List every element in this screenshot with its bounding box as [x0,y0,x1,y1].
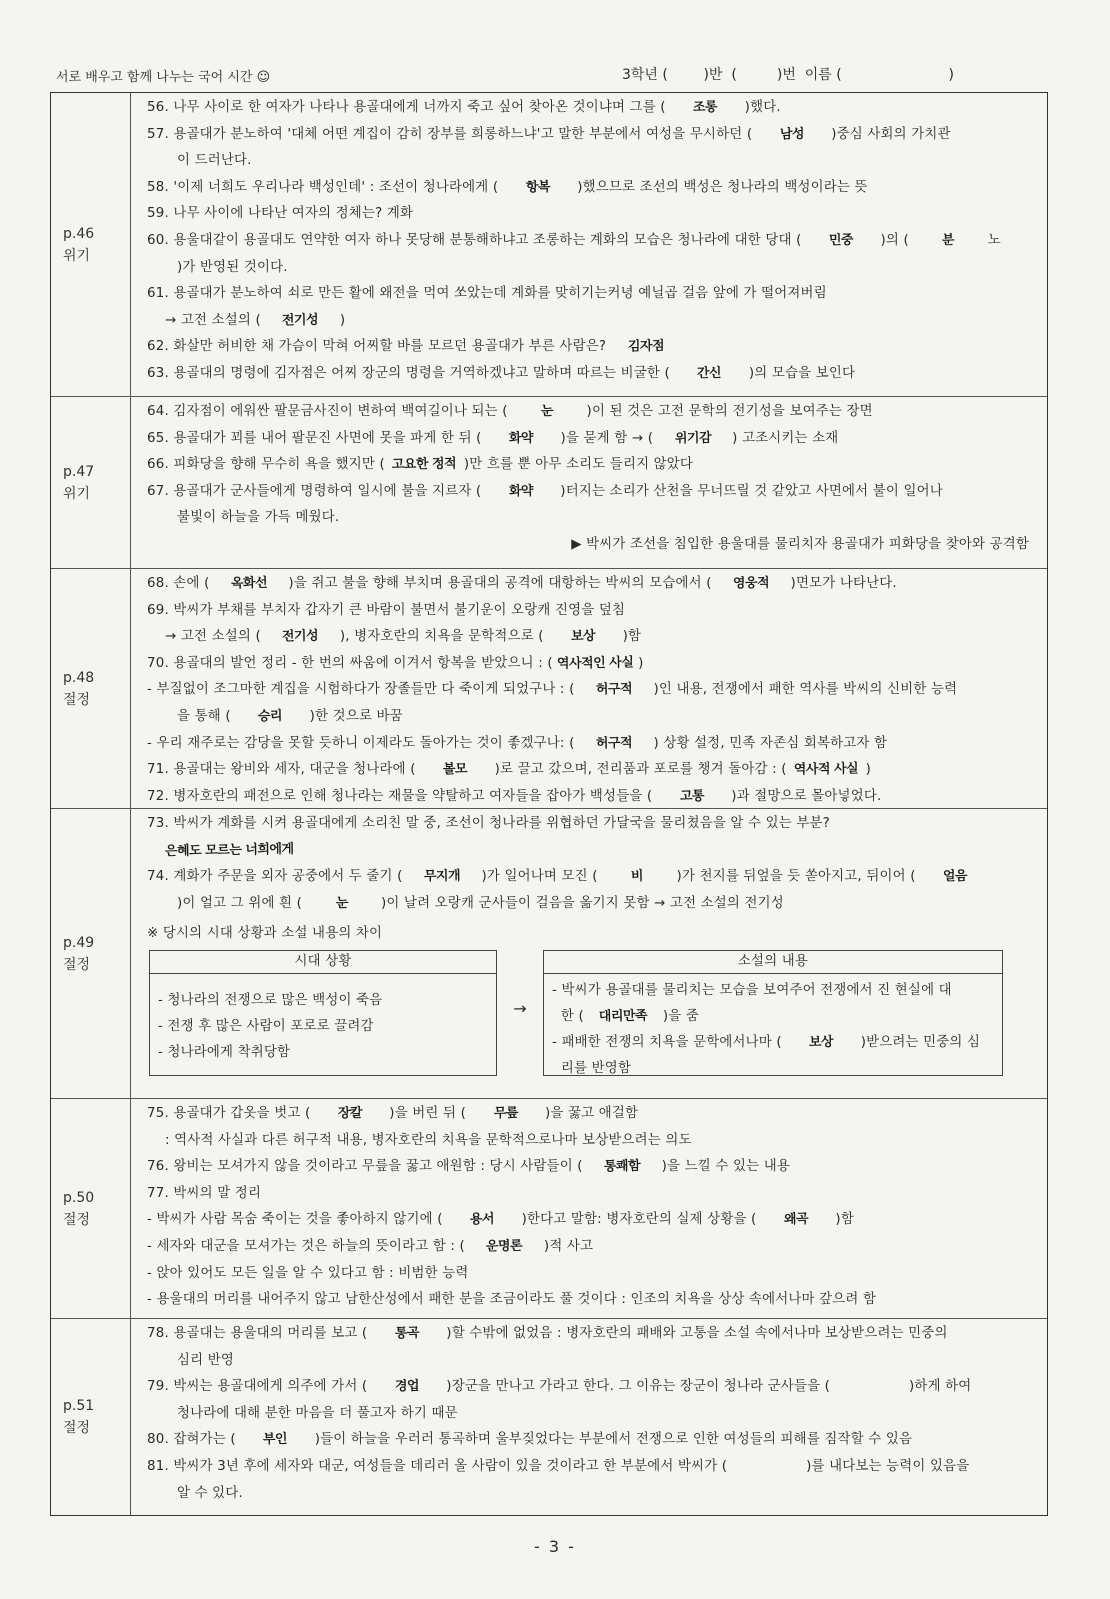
section-label-text: 위기 [63,485,91,502]
handwritten-answer: 남성 [779,126,804,142]
question-text: 알 수 있다. [177,1485,243,1501]
question-line [147,148,1037,175]
question-line [147,361,1037,388]
handwritten-answer: 보상 [809,1034,834,1051]
question-line [147,1128,1037,1155]
handwritten-answer: 경업 [394,1378,420,1395]
question-line [147,1234,1037,1261]
header-title: 서로 배우고 함께 나누는 국어 시간 ☺ [56,70,271,85]
handwritten-answer: 보상 [570,628,596,645]
question-text: )만 흐를 뿐 아무 소리도 들리지 않았다 [459,457,694,473]
question-text: 63. 용골대의 명령에 김자점은 어찌 장군의 명령을 거역하겠냐고 말하며 따르는 비굴한 ( [147,365,675,381]
question-line [147,1261,1037,1288]
section-label-text: p.47 [63,463,95,480]
section-content [131,93,1047,396]
handwritten-answer: 역사적 사실 [793,761,859,778]
question-text: )하게 하여 [904,1379,972,1395]
handwritten-answer: 분 [942,232,955,249]
question-text: 62. 화살만 허비한 채 가슴이 막혀 어찌할 바를 모르던 용골대가 부른 사람은? [147,339,611,355]
worksheet-table [50,92,1048,1516]
right-arrow-icon: → [513,998,527,1018]
question-line [147,624,1037,651]
question-text: 61. 용골대가 분노하여 쇠로 만든 활에 왜전을 먹여 쏘았는데 계화를 맞히기는커녕 예닐곱 걸음 앞에 가 떨어져버림 [147,286,827,302]
question-text: 80. 잡혀가는 ( [147,1432,241,1448]
handwritten-answer: 전기성 [282,312,319,329]
question-line [147,1401,1037,1428]
section-label-text: p.46 [63,225,95,242]
page-section [51,397,1047,569]
question-text: )할 수밖에 없었음 : 병자호란의 패배와 고통을 소설 속에서나마 보상받으려는 민중의 [441,1326,948,1341]
question-text: )로 끌고 갔으며, 전리품과 포로를 챙겨 돌아감 : ( [490,762,792,778]
section-label [51,1099,131,1318]
novel-content-line [552,1004,994,1030]
section-label-text: 절정 [63,1211,91,1228]
section-content [131,809,1047,1098]
question-text: - 패배한 전쟁의 치욕을 문학에서나마 ( [552,1034,787,1050]
question-text: - 앉아 있어도 모든 일을 알 수 있다고 함 : 비범한 능력 [147,1265,469,1281]
section-label-text: p.50 [63,1189,95,1206]
handwritten-answer: 통곡 [394,1325,420,1342]
question-text: 66. 피화당을 향해 무수히 욕을 했지만 ( [147,457,390,473]
handwritten-answer: 왜곡 [783,1212,809,1228]
question-line [147,479,1037,506]
page-number: - 3 - [534,1537,576,1556]
question-text: 69. 박씨가 부채를 부치자 갑자기 큰 바람이 불면서 불기운이 오랑캐 진영을 덮침 [147,602,626,618]
question-text: )가 일어나며 모진 ( [477,869,603,885]
question-line [147,704,1037,731]
handwritten-answer: 간신 [697,365,722,382]
question-text: 76. 왕비는 모셔가지 않을 것이라고 무릎을 꿇고 애원함 : 당시 사람들이 ( [147,1159,588,1175]
question-text: ) 상황 설정, 민족 자존심 회복하고자 함 [648,735,888,751]
question-text: )가 천지를 뒤엎을 듯 쏟아지고, 뒤이어 ( [672,869,921,885]
question-text: - 박씨가 사람 목숨 죽이는 것을 좋아하지 않기에 ( [147,1212,448,1228]
question-line [147,784,1037,811]
question-text: : 역사적 사실과 다른 허구적 내용, 병자호란의 치욕을 문학적으로나마 보상받으려는 의도 [165,1132,692,1148]
question-text: 이 드러난다. [177,153,252,169]
section-label-text: 절정 [63,1420,91,1436]
section-content [131,1319,1047,1515]
handwritten-answer: 통쾌함 [603,1158,641,1175]
question-line [147,651,1037,678]
novel-content-line [552,978,994,1004]
question-text: 64. 김자점이 에워싼 팔문금사진이 변하여 백여길이나 되는 ( [147,404,513,419]
handwritten-answer: 허구적 [595,682,633,698]
header [56,64,1056,88]
question-text: )을 꿇고 애걸함 [540,1106,639,1121]
question-line [147,571,1037,598]
question-line [147,1427,1037,1454]
question-line [147,891,1037,918]
question-line [147,677,1037,704]
handwritten-answer: 부인 [263,1432,288,1448]
handwritten-answer: 위기감 [674,430,711,446]
question-text: 불빛이 하늘을 가득 메웠다. [177,510,340,526]
question-text: )이 날려 오랑캐 군사들이 걸음을 옮기지 못함 → 고전 소설의 전기성 [376,895,784,911]
section-content [131,1099,1047,1318]
student-info-line: 3학년 ( )반 ( )번 이름 ( ) [622,67,954,83]
question-text: - 우리 재주로는 감당을 못할 듯하니 이제라도 돌아가는 것이 좋겠구나: ( [147,735,579,751]
question-line [147,505,1037,532]
question-text: - 용울대의 머리를 내어주지 않고 남한산성에서 패한 분을 조금이라도 풀 것이다 : 인조의 치욕을 상상 속에서나마 갚으려 함 [147,1292,877,1308]
handwritten-answer: 볼모 [442,761,468,778]
handwritten-answer: 눈 [540,403,554,420]
question-text: )함 [830,1212,854,1228]
handwritten-answer: 허구적 [595,735,633,751]
novel-content-heading: 소설의 내용 [544,951,1002,974]
handwritten-answer: 조롱 [692,99,718,116]
question-line [147,255,1037,282]
handwritten-answer: 항복 [525,179,550,195]
handwritten-answer: 용서 [469,1212,495,1228]
question-text: )했으므로 조선의 백성은 청나라의 백성이라는 뜻 [572,179,868,195]
question-text: )을 느낄 수 있는 내용 [657,1159,790,1175]
handwritten-answer: 장칼 [337,1105,363,1122]
question-text: )을 묻게 함 → ( [556,430,658,446]
question-text: 58. '이제 너희도 우리나라 백성인데' : 조선이 청나라에게 ( [147,179,503,195]
handwritten-answer: 고통 [679,788,704,804]
page-section [51,93,1047,397]
question-line [147,281,1037,308]
question-text: )을 쥐고 불을 향해 부치며 용골대의 공격에 대항하는 박씨의 모습에서 ( [283,576,717,591]
question-text: 노 [983,232,1001,248]
question-text: 68. 손에 ( [147,576,214,591]
question-text: )적 사고 [539,1238,594,1254]
comparison-title: ※ 당시의 시대 상황과 소설 내용의 차이 [147,926,383,942]
question-text: 57. 용골대가 분노하여 '대체 어떤 계집이 감히 장부를 희롱하느냐'고 말한 부분에서 여성을 무시하던 ( [147,126,757,142]
era-situation-item: - 청나라에게 착취당함 [158,1044,291,1060]
question-line [147,731,1037,758]
page-section [51,1099,1047,1319]
section-label-text: p.48 [63,669,95,686]
handwritten-answer: 은혜도 모르는 너희에게 [164,841,294,859]
section-label-text: p.49 [63,934,95,951]
handwritten-answer: 고요한 정적 [392,456,457,473]
question-line [147,1154,1037,1181]
section-content [131,397,1047,568]
question-line [147,598,1037,625]
question-text: 72. 병자호란의 패전으로 인해 청나라는 재물을 약탈하고 여자들을 잡아가 백성들을 ( [147,788,657,804]
handwritten-answer: 역사적인 사실 [557,655,634,672]
question-text: )이 얼고 그 위에 흰 ( [177,895,307,911]
question-line [147,1101,1037,1128]
question-text: 77. 박씨의 말 정리 [147,1185,262,1201]
handwritten-answer: 운명론 [486,1238,523,1255]
question-text: 67. 용골대가 군사들에게 명령하여 일시에 불을 지르자 ( [147,483,486,499]
question-text: )터지는 소리가 산천을 무너뜨릴 것 같았고 사면에서 불이 일어나 [555,483,943,499]
question-text: )들이 하늘을 우러러 통곡하며 울부짖었다는 부분에서 전쟁으로 인한 여성들의 피해를 짐작할 수 있음 [310,1432,913,1448]
question-text: ) [861,762,872,778]
section-content [131,569,1047,808]
novel-content-box [543,950,1003,1076]
question-text: )한 것으로 바꿈 [305,708,403,724]
handwritten-answer: 화약 [508,483,533,499]
question-text: 65. 용골대가 꾀를 내어 팔문진 사면에 못을 파게 한 뒤 ( [147,430,487,446]
question-text: )의 모습을 보인다 [744,365,856,381]
question-text: )장군을 만나고 가라고 한다. 그 이유는 장군이 청나라 군사들을 ( [441,1379,835,1395]
question-line [147,426,1037,453]
era-situation-item: - 전쟁 후 많은 사람이 포로로 끌려감 [158,1018,374,1034]
question-text: )인 내용, 전쟁에서 패한 역사를 박씨의 신비한 능력 [648,682,958,698]
question-line [147,95,1037,122]
question-text: )한다고 말함: 병자호란의 실제 상황을 ( [517,1212,761,1228]
question-line [147,1181,1037,1208]
question-line [147,838,1037,865]
question-line [147,308,1037,335]
page-section [51,1319,1047,1515]
page-section [51,569,1047,809]
question-line [147,1454,1037,1481]
question-text: )을 줌 [658,1008,699,1024]
question-text: - 부질없이 조그마한 계집을 시험하다가 장졸들만 다 죽이게 되었구나 : ( [147,682,579,698]
question-text: 심리 반영 [177,1352,234,1368]
section-label [51,397,131,568]
handwritten-answer: 대리만족 [599,1008,648,1025]
question-text: ) [633,655,644,671]
era-situation-box [149,950,497,1076]
question-text: )함 [618,629,642,645]
question-text: 70. 용골대의 발언 정리 - 한 번의 싸움에 이겨서 항복을 받았으니 : ( [147,655,558,671]
section-label [51,809,131,1098]
era-situation-item: - 청나라의 전쟁으로 많은 백성이 죽음 [158,992,383,1008]
question-text: - 세자와 대군을 모셔가는 것은 하늘의 뜻이라고 함 : ( [147,1238,470,1254]
novel-content-line [552,1030,994,1056]
question-text: - 박씨가 용골대를 물리치는 모습을 보여주어 전쟁에서 진 현실에 대 [552,982,952,998]
section-label-text: 위기 [63,247,91,264]
question-line [147,175,1037,202]
question-text: )중심 사회의 가치관 [826,126,951,142]
handwritten-answer: 영웅적 [732,575,770,592]
question-text: 60. 용울대같이 용골대도 연약한 여자 하나 못당해 분통해하냐고 조롱하는 계화의 모습은 청나라에 대한 당대 ( [147,232,806,248]
handwritten-answer: 민중 [828,232,854,249]
question-line [147,1348,1037,1375]
handwritten-answer: 전기성 [282,628,319,645]
handwritten-answer: 얼음 [942,868,968,885]
section-label-text: p.51 [63,1398,95,1414]
question-line [147,334,1037,361]
question-line [147,811,1037,838]
question-line [147,1374,1037,1401]
question-text: 74. 계화가 주문을 외자 공중에서 두 줄기 ( [147,869,408,885]
era-situation-heading: 시대 상황 [150,951,496,974]
question-text: )이 된 것은 고전 문학의 전기성을 보여주는 장면 [582,404,873,419]
handwritten-answer: 비 [630,869,644,885]
question-line [147,1321,1037,1348]
question-text: 75. 용골대가 갑옷을 벗고 ( [147,1106,315,1121]
question-text: → 고전 소설의 ( [165,312,266,328]
question-text: )가 반영된 것이다. [177,259,288,275]
question-text: 79. 박씨는 용골대에게 의주에 가서 ( [147,1379,372,1395]
question-text: )과 절망으로 몰아넣었다. [726,788,882,804]
section-label-text: 절정 [63,956,91,973]
question-text: 81. 박씨가 3년 후에 세자와 대군, 여성들을 데리러 올 사람이 있을 것이라고 한 부분에서 박씨가 ( [147,1458,732,1474]
question-line [147,201,1037,228]
handwritten-answer: 눈 [335,895,348,911]
question-line [147,399,1037,426]
page-section [51,809,1047,1099]
comparison-boxes [149,950,1037,1076]
question-text: 78. 용골대는 용울대의 머리를 보고 ( [147,1326,372,1341]
handwritten-answer: 옥화선 [230,575,268,592]
question-line [147,757,1037,784]
question-text: )의 ( [875,232,914,248]
handwritten-answer: 김자점 [627,339,664,355]
handwritten-answer: 무지개 [423,868,461,885]
question-text: )을 버린 뒤 ( [384,1106,471,1121]
handwritten-answer: 무릎 [493,1105,518,1122]
summary-note [147,532,1037,559]
question-line [147,1481,1037,1508]
era-situation-list [150,974,496,1070]
question-text: 한 ( [552,1008,589,1024]
question-text: ▶ 박씨가 조선을 침입한 용울대를 물리치자 용골대가 피화당을 찾아와 공격함 [571,536,1029,552]
question-text: ) [335,312,346,328]
section-label [51,93,131,396]
question-text: 을 통해 ( [177,708,236,724]
question-text: )받으려는 민중의 심 [856,1034,981,1050]
question-text: 56. 나무 사이로 한 여자가 나타나 용골대에게 너까지 죽고 싶어 찾아온 것이냐며 그를 ( [147,100,671,115]
handwritten-answer: 승리 [257,708,283,725]
question-text: )를 내다보는 능력이 있음을 [801,1458,970,1474]
section-label-text: 절정 [63,691,91,708]
question-line [147,228,1037,255]
handwritten-answer: 화약 [508,430,534,446]
question-line [147,1287,1037,1314]
question-text: 73. 박씨가 계화를 시켜 용골대에게 소리친 말 중, 조선이 청나라를 위협하던 가달국을 물리쳤음을 알 수 있는 부분? [147,816,830,831]
question-text: → 고전 소설의 ( [165,629,266,645]
question-text: )했다. [740,100,781,115]
question-line [147,864,1037,891]
question-text: ), 병자호란의 치욕을 문학적으로 ( [335,629,549,645]
section-label [51,569,131,808]
section-label [51,1319,131,1515]
question-text: ) 고조시키는 소재 [727,430,839,446]
question-text: 청나라에 대해 분한 마음을 더 풀고자 하기 때문 [177,1405,458,1421]
question-text: 59. 나무 사이에 나타난 여자의 정체는? 계화 [147,206,414,222]
question-text: 71. 용골대는 왕비와 세자, 대군을 청나라에 ( [147,762,421,778]
question-line [147,1207,1037,1234]
novel-content-line [552,1056,994,1082]
question-text: 리를 반영함 [552,1060,632,1076]
question-text: )면모가 나타난다. [786,576,897,591]
question-line [147,452,1037,479]
novel-content-list [544,974,1002,1086]
question-line [147,122,1037,149]
